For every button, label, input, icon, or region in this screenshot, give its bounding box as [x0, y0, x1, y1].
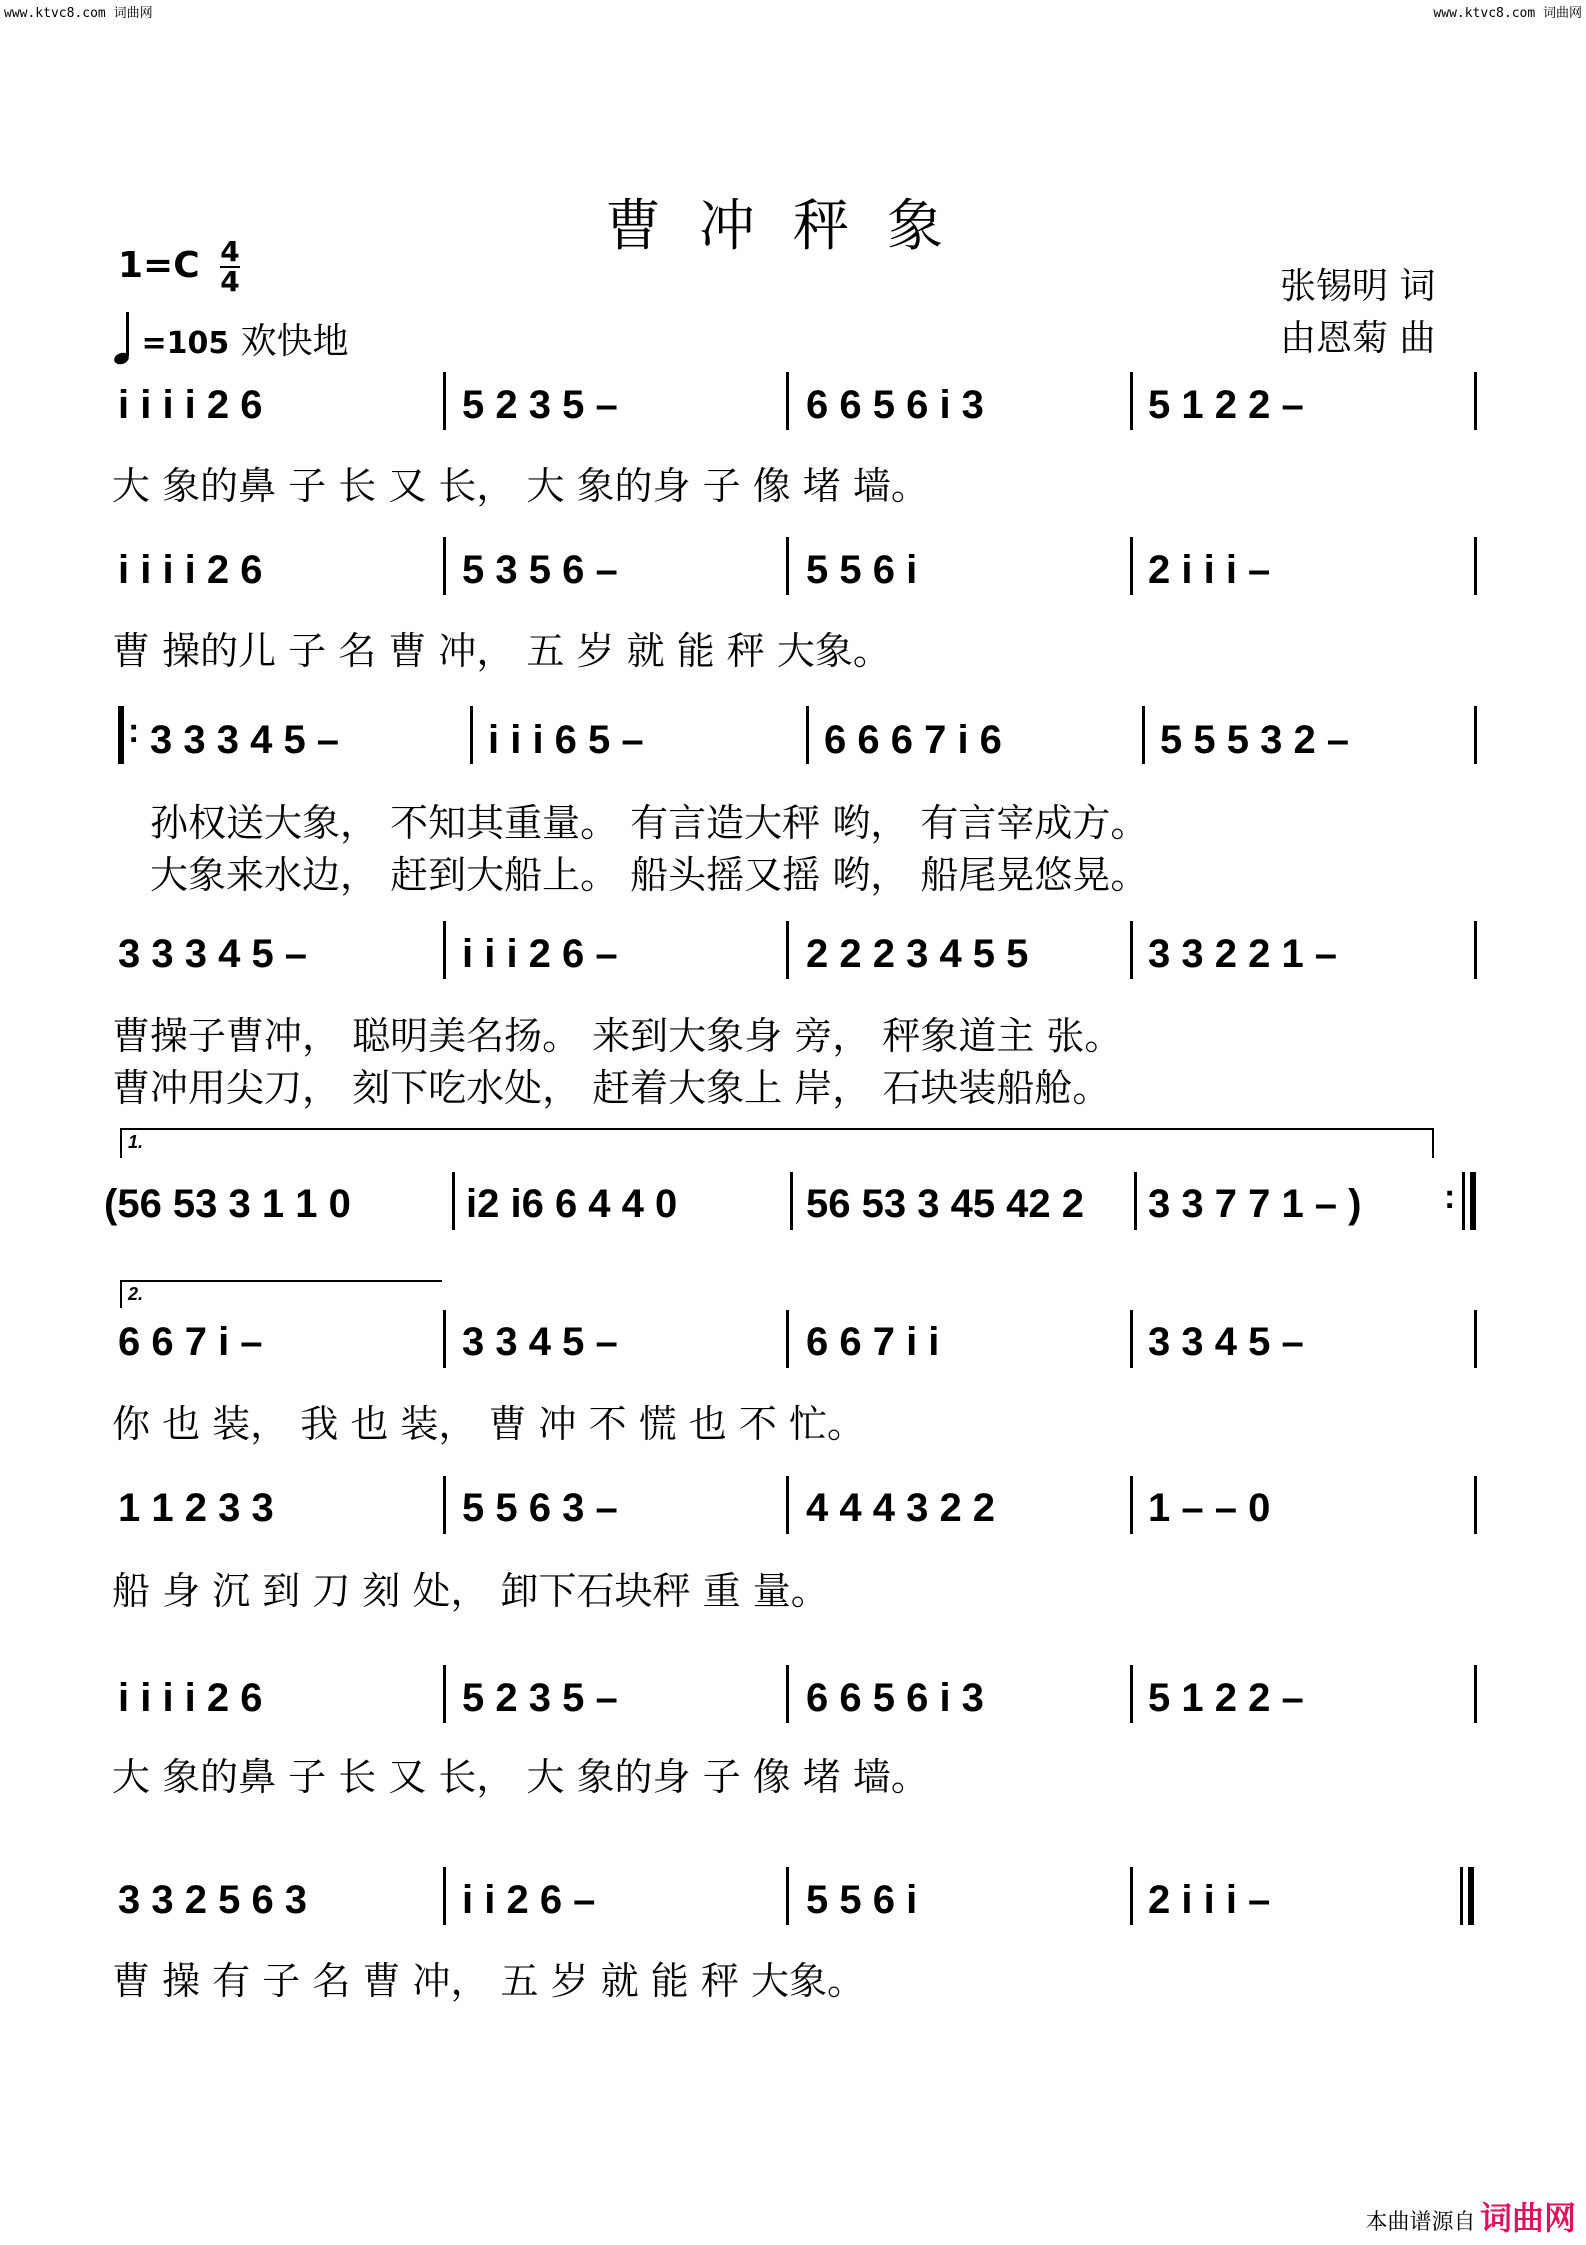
measure-5-2: i2 i6 6 4 4 0	[466, 1182, 678, 1226]
barline	[1130, 1310, 1133, 1368]
barline	[118, 706, 124, 764]
barline	[1130, 372, 1133, 430]
measure-7-3: 4 4 4 3 2 2	[806, 1486, 996, 1530]
barline	[1474, 372, 1477, 430]
key-signature	[118, 235, 240, 298]
barline	[1468, 1867, 1474, 1925]
lyric-7-1: 船 身 沉 到 刀 刻 处， 卸下石块秤 重 量。	[112, 1569, 829, 1613]
barline	[1460, 1867, 1463, 1925]
repeat-start-dots: :	[128, 712, 140, 750]
site-header-left: www.ktvc8.com 词曲网	[4, 6, 153, 21]
tempo-marking	[118, 312, 349, 364]
measure-8-2: 5 2 3 5 –	[462, 1676, 618, 1720]
lyric-3-1: 孙权送大象， 不知其重量。 有言造大秤 哟， 有言宰成方。	[150, 801, 1149, 845]
lyric-4-2: 曹冲用尖刀， 刻下吃水处， 赶着大象上 岸， 石块装船舱。	[112, 1066, 1111, 1110]
lyric-4-1: 曹操子曹冲， 聪明美名扬。 来到大象身 旁， 秤象道主 张。	[112, 1014, 1123, 1058]
measure-6-1: 6 6 7 i –	[118, 1320, 263, 1364]
measure-9-3: 5 5 6 i	[806, 1878, 918, 1922]
repeat-end-dots: :	[1444, 1178, 1456, 1216]
barline	[786, 1665, 789, 1723]
time-signature	[220, 235, 240, 298]
measure-7-1: 1 1 2 3 3	[118, 1486, 274, 1530]
key-text: 1=C	[118, 245, 200, 286]
barline	[1130, 1867, 1133, 1925]
measure-2-3: 5 5 6 i	[806, 548, 918, 592]
measure-4-4: 3 3 2 2 1 –	[1148, 932, 1338, 976]
barline	[786, 372, 789, 430]
volta-second: 2.	[128, 1284, 144, 1304]
lyric-2-1: 曹 操的儿 子 名 曹 冲， 五 岁 就 能 秤 大象。	[112, 629, 891, 673]
barline	[1142, 706, 1145, 764]
measure-2-4: 2 i i i –	[1148, 548, 1271, 592]
measure-5-1: (56 53 3 1 1 0	[104, 1182, 351, 1226]
measure-8-3: 6 6 5 6 i 3	[806, 1676, 984, 1720]
measure-9-2: i i 2 6 –	[462, 1878, 596, 1922]
measure-6-4: 3 3 4 5 –	[1148, 1320, 1304, 1364]
measure-3-3: 6 6 6 7 i 6	[824, 718, 1002, 762]
barline	[1474, 1310, 1477, 1368]
time-top: 4	[220, 235, 240, 268]
barline	[786, 1310, 789, 1368]
barline	[1130, 1665, 1133, 1723]
measure-3-4: 5 5 5 3 2 –	[1160, 718, 1350, 762]
measure-1-1: i i i i 2 6	[118, 383, 263, 427]
barline	[443, 1476, 446, 1534]
measure-2-1: i i i i 2 6	[118, 548, 263, 592]
measure-3-1: 3 3 3 4 5 –	[150, 718, 340, 762]
footer-source-label: 本曲谱源自	[1365, 2209, 1476, 2234]
measure-9-4: 2 i i i –	[1148, 1878, 1271, 1922]
footer-source	[1366, 2193, 1576, 2239]
barline	[786, 537, 789, 595]
measure-7-4: 1 – – 0	[1148, 1486, 1271, 1530]
measure-4-2: i i i 2 6 –	[462, 932, 618, 976]
measure-8-4: 5 1 2 2 –	[1148, 1676, 1304, 1720]
composer-credit: 由恩菊 曲	[1280, 318, 1436, 359]
time-bottom: 4	[220, 265, 240, 298]
barline	[786, 921, 789, 979]
lyric-3-2: 大象来水边， 赶到大船上。 船头摇又摇 哟， 船尾晃悠晃。	[150, 853, 1149, 897]
barline	[443, 1665, 446, 1723]
barline	[1462, 1172, 1465, 1230]
barline	[1474, 537, 1477, 595]
site-header-right: www.ktvc8.com 词曲网	[1433, 6, 1582, 21]
measure-4-1: 3 3 3 4 5 –	[118, 932, 308, 976]
quarter-note-icon	[118, 312, 130, 364]
barline	[443, 537, 446, 595]
barline	[1130, 537, 1133, 595]
barline	[452, 1172, 455, 1230]
barline	[786, 1867, 789, 1925]
lyric-6-1: 你 也 装， 我 也 装， 曹 冲 不 慌 也 不 忙。	[112, 1402, 865, 1446]
barline	[1470, 1172, 1476, 1230]
barline	[443, 921, 446, 979]
barline	[443, 1310, 446, 1368]
lyric-9-1: 曹 操 有 子 名 曹 冲， 五 岁 就 能 秤 大象。	[112, 1959, 865, 2003]
barline	[443, 1867, 446, 1925]
barline	[786, 1476, 789, 1534]
lyricist-credit: 张锡明 词	[1280, 266, 1436, 307]
volta-first: 1.	[128, 1132, 144, 1152]
measure-6-2: 3 3 4 5 –	[462, 1320, 618, 1364]
barline	[1474, 921, 1477, 979]
measure-1-4: 5 1 2 2 –	[1148, 383, 1304, 427]
lyric-8-1: 大 象的鼻 子 长 又 长， 大 象的身 子 像 堵 墙。	[112, 1755, 929, 1799]
lyric-1-1: 大 象的鼻 子 长 又 长， 大 象的身 子 像 堵 墙。	[112, 464, 929, 508]
barline	[790, 1172, 793, 1230]
barline	[470, 706, 473, 764]
measure-8-1: i i i i 2 6	[118, 1676, 263, 1720]
tempo-value: =105	[141, 326, 230, 361]
barline	[1474, 1476, 1477, 1534]
measure-7-2: 5 5 6 3 –	[462, 1486, 618, 1530]
measure-6-3: 6 6 7 i i	[806, 1320, 940, 1364]
tempo-word: 欢快地	[240, 321, 349, 362]
measure-1-3: 6 6 5 6 i 3	[806, 383, 984, 427]
barline	[443, 372, 446, 430]
measure-5-4: 3 3 7 7 1 – )	[1148, 1182, 1362, 1226]
barline	[1474, 1665, 1477, 1723]
measure-4-3: 2 2 2 3 4 5 5	[806, 932, 1029, 976]
barline	[1130, 1476, 1133, 1534]
barline	[1474, 706, 1477, 764]
barline	[1134, 1172, 1137, 1230]
measure-3-2: i i i 6 5 –	[488, 718, 644, 762]
measure-2-2: 5 3 5 6 –	[462, 548, 618, 592]
measure-1-2: 5 2 3 5 –	[462, 383, 618, 427]
song-title: 曹冲秤象	[605, 194, 981, 259]
measure-5-3: 56 53 3 45 42 2	[806, 1182, 1085, 1226]
barline	[1130, 921, 1133, 979]
measure-9-1: 3 3 2 5 6 3	[118, 1878, 308, 1922]
footer-brand-link[interactable]: 词曲网	[1479, 2200, 1576, 2236]
barline	[806, 706, 809, 764]
